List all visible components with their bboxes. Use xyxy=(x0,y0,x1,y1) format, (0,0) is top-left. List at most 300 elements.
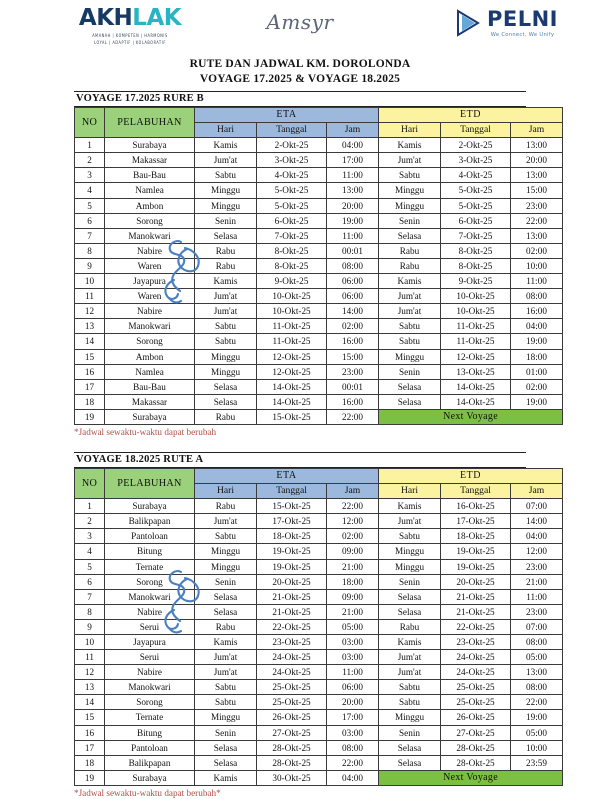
cell-etd-tanggal: 27-Okt-25 xyxy=(441,725,511,740)
cell-etd-hari: Selasa xyxy=(379,740,441,755)
cell-no: 9 xyxy=(75,619,105,634)
cell-etd-hari: Jum'at xyxy=(379,304,441,319)
cell-eta-hari: Minggu xyxy=(195,183,257,198)
cell-no: 1 xyxy=(75,499,105,514)
cell-eta-hari: Sabtu xyxy=(195,334,257,349)
cell-etd-jam: 05:00 xyxy=(511,650,563,665)
cell-no: 12 xyxy=(75,665,105,680)
cell-etd-jam: 13:00 xyxy=(511,665,563,680)
voyage-section-2 xyxy=(0,452,600,799)
cell-no: 1 xyxy=(75,138,105,153)
cell-etd-hari: Sabtu xyxy=(379,334,441,349)
cell-etd-hari: Rabu xyxy=(379,258,441,273)
cell-no: 4 xyxy=(75,544,105,559)
cell-eta-jam: 09:00 xyxy=(327,589,379,604)
column-header-eta-hari: Hari xyxy=(195,123,257,138)
cell-eta-hari: Kamis xyxy=(195,138,257,153)
cell-etd-tanggal: 14-Okt-25 xyxy=(441,379,511,394)
cell-etd-tanggal: 7-Okt-25 xyxy=(441,228,511,243)
akhlak-wordmark-part1: AKH xyxy=(78,5,133,31)
column-header-etd-jam: Jam xyxy=(511,484,563,499)
cell-pelabuhan: Pantoloan xyxy=(105,740,195,755)
cell-eta-jam: 23:00 xyxy=(327,364,379,379)
cell-eta-tanggal: 6-Okt-25 xyxy=(257,213,327,228)
cell-eta-hari: Minggu xyxy=(195,364,257,379)
cell-pelabuhan: Sorong xyxy=(105,334,195,349)
cell-eta-hari: Kamis xyxy=(195,770,257,785)
cell-etd-jam: 11:00 xyxy=(511,274,563,289)
cell-no: 14 xyxy=(75,334,105,349)
table-row xyxy=(75,183,563,198)
table-row xyxy=(75,409,563,424)
table-row xyxy=(75,499,563,514)
table-row xyxy=(75,604,563,619)
cell-eta-hari: Selasa xyxy=(195,755,257,770)
table-row xyxy=(75,394,563,409)
cell-eta-hari: Minggu xyxy=(195,559,257,574)
cell-eta-jam: 09:00 xyxy=(327,544,379,559)
cell-eta-hari: Jum'at xyxy=(195,153,257,168)
voyage-label-2: VOYAGE 18.2025 RUTE A xyxy=(74,452,526,468)
cell-etd-jam: 19:00 xyxy=(511,710,563,725)
schedule-note-2: *Jadwal sewaktu-waktu dapat berubah* xyxy=(74,787,221,798)
table-row xyxy=(75,740,563,755)
cell-pelabuhan: Pantoloan xyxy=(105,529,195,544)
cell-eta-hari: Jum'at xyxy=(195,514,257,529)
table-row xyxy=(75,153,563,168)
column-header-eta-tanggal: Tanggal xyxy=(257,123,327,138)
cell-etd-tanggal: 9-Okt-25 xyxy=(441,274,511,289)
pelni-triangle-icon xyxy=(456,8,482,38)
table-row xyxy=(75,589,563,604)
cell-etd-jam: 04:00 xyxy=(511,319,563,334)
table-row xyxy=(75,258,563,273)
cell-eta-tanggal: 30-Okt-25 xyxy=(257,770,327,785)
schedule-table-1 xyxy=(74,107,563,425)
page-title-line2: VOYAGE 17.2025 & VOYAGE 18.2025 xyxy=(199,72,401,85)
cell-etd-hari: Minggu xyxy=(379,183,441,198)
cell-etd-jam: 11:00 xyxy=(511,589,563,604)
table-row xyxy=(75,695,563,710)
cell-etd-tanggal: 28-Okt-25 xyxy=(441,755,511,770)
pelni-text-block xyxy=(486,6,558,38)
cell-eta-tanggal: 17-Okt-25 xyxy=(257,514,327,529)
cell-etd-tanggal: 10-Okt-25 xyxy=(441,289,511,304)
table-body-1 xyxy=(75,138,563,425)
table-row xyxy=(75,228,563,243)
cell-eta-jam: 22:00 xyxy=(327,409,379,424)
cell-eta-hari: Rabu xyxy=(195,409,257,424)
table-row xyxy=(75,665,563,680)
cell-eta-tanggal: 4-Okt-25 xyxy=(257,168,327,183)
cell-eta-tanggal: 20-Okt-25 xyxy=(257,574,327,589)
table-row xyxy=(75,274,563,289)
cell-eta-jam: 17:00 xyxy=(327,153,379,168)
cell-no: 7 xyxy=(75,228,105,243)
cell-eta-hari: Jum'at xyxy=(195,289,257,304)
cell-no: 18 xyxy=(75,394,105,409)
cell-etd-jam: 21:00 xyxy=(511,574,563,589)
cell-etd-jam: 05:00 xyxy=(511,725,563,740)
cell-no: 2 xyxy=(75,153,105,168)
column-header-no: NO xyxy=(75,108,105,138)
cell-eta-tanggal: 23-Okt-25 xyxy=(257,635,327,650)
cell-no: 13 xyxy=(75,319,105,334)
cell-etd-hari: Sabtu xyxy=(379,680,441,695)
cell-eta-jam: 11:00 xyxy=(327,168,379,183)
cell-eta-jam: 11:00 xyxy=(327,228,379,243)
cell-eta-jam: 21:00 xyxy=(327,604,379,619)
cell-etd-jam: 14:00 xyxy=(511,514,563,529)
page-title xyxy=(0,57,600,86)
cell-pelabuhan: Namlea xyxy=(105,364,195,379)
cell-etd-jam: 07:00 xyxy=(511,499,563,514)
cell-eta-jam: 17:00 xyxy=(327,710,379,725)
cell-eta-tanggal: 26-Okt-25 xyxy=(257,710,327,725)
cell-pelabuhan: Surabaya xyxy=(105,770,195,785)
cell-etd-jam: 13:00 xyxy=(511,138,563,153)
cell-pelabuhan: Bau-Bau xyxy=(105,168,195,183)
cell-etd-tanggal: 11-Okt-25 xyxy=(441,319,511,334)
amsyr-logo: Amsyr xyxy=(266,10,334,34)
pelni-wordmark: PELNI xyxy=(486,6,558,31)
cell-eta-tanggal: 12-Okt-25 xyxy=(257,364,327,379)
cell-eta-tanggal: 15-Okt-25 xyxy=(257,409,327,424)
cell-eta-tanggal: 27-Okt-25 xyxy=(257,725,327,740)
cell-pelabuhan: Sorong xyxy=(105,574,195,589)
cell-no: 12 xyxy=(75,304,105,319)
cell-no: 8 xyxy=(75,243,105,258)
cell-eta-hari: Selasa xyxy=(195,589,257,604)
cell-eta-jam: 03:00 xyxy=(327,635,379,650)
cell-no: 3 xyxy=(75,168,105,183)
cell-eta-jam: 03:00 xyxy=(327,650,379,665)
cell-pelabuhan: Jayapura xyxy=(105,274,195,289)
cell-eta-jam: 00:01 xyxy=(327,243,379,258)
akhlak-tagline-line2: LOYAL | ADAPTIF | KOLABORATIF xyxy=(94,40,166,46)
cell-eta-hari: Minggu xyxy=(195,198,257,213)
cell-eta-jam: 08:00 xyxy=(327,740,379,755)
cell-eta-hari: Minggu xyxy=(195,544,257,559)
cell-etd-hari: Jum'at xyxy=(379,650,441,665)
cell-etd-hari: Minggu xyxy=(379,544,441,559)
cell-etd-hari: Kamis xyxy=(379,138,441,153)
cell-no: 6 xyxy=(75,213,105,228)
cell-etd-hari: Minggu xyxy=(379,710,441,725)
cell-eta-jam: 20:00 xyxy=(327,695,379,710)
table-header-row-top xyxy=(75,108,563,123)
cell-etd-hari: Selasa xyxy=(379,604,441,619)
cell-pelabuhan: Manokwari xyxy=(105,228,195,243)
cell-no: 19 xyxy=(75,770,105,785)
table-row xyxy=(75,755,563,770)
cell-etd-tanggal: 8-Okt-25 xyxy=(441,243,511,258)
table-row xyxy=(75,243,563,258)
cell-pelabuhan: Bau-Bau xyxy=(105,379,195,394)
cell-eta-hari: Selasa xyxy=(195,604,257,619)
cell-etd-tanggal: 24-Okt-25 xyxy=(441,650,511,665)
cell-no: 9 xyxy=(75,258,105,273)
cell-no: 8 xyxy=(75,604,105,619)
table-row xyxy=(75,770,563,785)
cell-etd-tanggal: 14-Okt-25 xyxy=(441,394,511,409)
table-row xyxy=(75,138,563,153)
cell-eta-hari: Senin xyxy=(195,725,257,740)
cell-etd-tanggal: 22-Okt-25 xyxy=(441,619,511,634)
schedule-note-1: *Jadwal sewaktu-waktu dapat berubah xyxy=(74,426,217,437)
cell-etd-jam: 18:00 xyxy=(511,349,563,364)
cell-pelabuhan: Namlea xyxy=(105,183,195,198)
cell-eta-tanggal: 11-Okt-25 xyxy=(257,334,327,349)
cell-etd-tanggal: 8-Okt-25 xyxy=(441,258,511,273)
column-header-eta-jam: Jam xyxy=(327,484,379,499)
table-row xyxy=(75,725,563,740)
cell-eta-tanggal: 19-Okt-25 xyxy=(257,544,327,559)
cell-no: 4 xyxy=(75,183,105,198)
page-title-line1: RUTE DAN JADWAL KM. DOROLONDA xyxy=(189,58,411,70)
cell-no: 5 xyxy=(75,198,105,213)
cell-etd-hari: Jum'at xyxy=(379,514,441,529)
table-row xyxy=(75,289,563,304)
cell-etd-hari: Sabtu xyxy=(379,319,441,334)
cell-etd-tanggal: 5-Okt-25 xyxy=(441,183,511,198)
cell-pelabuhan: Jayapura xyxy=(105,635,195,650)
cell-etd-tanggal: 21-Okt-25 xyxy=(441,589,511,604)
cell-eta-jam: 22:00 xyxy=(327,499,379,514)
cell-eta-hari: Sabtu xyxy=(195,529,257,544)
cell-etd-hari: Minggu xyxy=(379,198,441,213)
column-header-etd-hari: Hari xyxy=(379,484,441,499)
logo-header-bar xyxy=(0,0,600,52)
column-header-etd-tanggal: Tanggal xyxy=(441,123,511,138)
cell-pelabuhan: Nabire xyxy=(105,665,195,680)
table-row xyxy=(75,304,563,319)
cell-eta-tanggal: 12-Okt-25 xyxy=(257,349,327,364)
cell-etd-hari: Rabu xyxy=(379,619,441,634)
cell-pelabuhan: Surabaya xyxy=(105,138,195,153)
cell-pelabuhan: Bitung xyxy=(105,725,195,740)
cell-etd-tanggal: 5-Okt-25 xyxy=(441,198,511,213)
schedule-table-2 xyxy=(74,468,563,786)
cell-no: 10 xyxy=(75,274,105,289)
cell-eta-tanggal: 2-Okt-25 xyxy=(257,138,327,153)
cell-eta-tanggal: 24-Okt-25 xyxy=(257,650,327,665)
cell-pelabuhan: Nabire xyxy=(105,304,195,319)
cell-eta-tanggal: 5-Okt-25 xyxy=(257,183,327,198)
voyage-label-1: VOYAGE 17.2025 RURE B xyxy=(74,91,526,107)
next-voyage-cell: Next Voyage xyxy=(379,409,563,424)
cell-etd-jam: 02:00 xyxy=(511,379,563,394)
cell-eta-jam: 05:00 xyxy=(327,619,379,634)
cell-etd-tanggal: 12-Okt-25 xyxy=(441,349,511,364)
cell-etd-tanggal: 6-Okt-25 xyxy=(441,213,511,228)
cell-eta-jam: 18:00 xyxy=(327,574,379,589)
voyage-section-1 xyxy=(0,91,600,438)
cell-eta-jam: 20:00 xyxy=(327,198,379,213)
cell-etd-jam: 19:00 xyxy=(511,334,563,349)
column-header-eta-tanggal: Tanggal xyxy=(257,484,327,499)
cell-etd-jam: 10:00 xyxy=(511,258,563,273)
cell-eta-tanggal: 24-Okt-25 xyxy=(257,665,327,680)
cell-etd-hari: Senin xyxy=(379,574,441,589)
cell-no: 17 xyxy=(75,379,105,394)
cell-no: 11 xyxy=(75,289,105,304)
cell-no: 13 xyxy=(75,680,105,695)
table-row xyxy=(75,559,563,574)
cell-eta-tanggal: 18-Okt-25 xyxy=(257,529,327,544)
cell-eta-tanggal: 11-Okt-25 xyxy=(257,319,327,334)
table-row xyxy=(75,379,563,394)
column-header-etd: ETD xyxy=(379,468,563,483)
cell-eta-tanggal: 5-Okt-25 xyxy=(257,198,327,213)
cell-eta-tanggal: 10-Okt-25 xyxy=(257,289,327,304)
cell-eta-jam: 00:01 xyxy=(327,379,379,394)
cell-eta-tanggal: 28-Okt-25 xyxy=(257,755,327,770)
cell-etd-tanggal: 11-Okt-25 xyxy=(441,334,511,349)
cell-pelabuhan: Waren xyxy=(105,289,195,304)
column-header-eta-jam: Jam xyxy=(327,123,379,138)
cell-etd-hari: Sabtu xyxy=(379,695,441,710)
cell-eta-hari: Rabu xyxy=(195,619,257,634)
cell-etd-jam: 13:00 xyxy=(511,168,563,183)
table-row xyxy=(75,213,563,228)
cell-etd-hari: Selasa xyxy=(379,755,441,770)
cell-eta-jam: 03:00 xyxy=(327,725,379,740)
cell-eta-jam: 13:00 xyxy=(327,183,379,198)
cell-eta-jam: 12:00 xyxy=(327,514,379,529)
cell-eta-hari: Jum'at xyxy=(195,665,257,680)
cell-no: 10 xyxy=(75,635,105,650)
table-header-2 xyxy=(75,468,563,498)
cell-pelabuhan: Makassar xyxy=(105,153,195,168)
cell-no: 3 xyxy=(75,529,105,544)
cell-no: 6 xyxy=(75,574,105,589)
cell-etd-hari: Selasa xyxy=(379,228,441,243)
cell-eta-hari: Rabu xyxy=(195,243,257,258)
cell-eta-jam: 21:00 xyxy=(327,559,379,574)
pelni-tagline: We Connect, We Unify xyxy=(490,31,555,38)
cell-eta-hari: Senin xyxy=(195,213,257,228)
cell-eta-tanggal: 25-Okt-25 xyxy=(257,680,327,695)
cell-no: 16 xyxy=(75,725,105,740)
cell-etd-jam: 19:00 xyxy=(511,394,563,409)
cell-eta-hari: Sabtu xyxy=(195,695,257,710)
cell-pelabuhan: Balikpapan xyxy=(105,514,195,529)
cell-eta-hari: Rabu xyxy=(195,499,257,514)
cell-no: 15 xyxy=(75,710,105,725)
akhlak-wordmark-part2: LAK xyxy=(132,5,182,31)
cell-pelabuhan: Ambon xyxy=(105,198,195,213)
cell-pelabuhan: Sorong xyxy=(105,213,195,228)
cell-etd-hari: Jum'at xyxy=(379,665,441,680)
cell-pelabuhan: Sorong xyxy=(105,695,195,710)
column-header-eta-hari: Hari xyxy=(195,484,257,499)
pelni-logo xyxy=(456,8,558,38)
cell-etd-hari: Senin xyxy=(379,364,441,379)
cell-etd-jam: 23:59 xyxy=(511,755,563,770)
table-header-row-top xyxy=(75,468,563,483)
cell-etd-jam: 01:00 xyxy=(511,364,563,379)
cell-no: 2 xyxy=(75,514,105,529)
cell-eta-hari: Sabtu xyxy=(195,680,257,695)
cell-no: 17 xyxy=(75,740,105,755)
cell-etd-hari: Sabtu xyxy=(379,168,441,183)
cell-etd-jam: 23:00 xyxy=(511,198,563,213)
cell-etd-jam: 10:00 xyxy=(511,740,563,755)
cell-eta-hari: Jum'at xyxy=(195,304,257,319)
cell-pelabuhan: Manokwari xyxy=(105,680,195,695)
cell-no: 18 xyxy=(75,755,105,770)
cell-eta-hari: Selasa xyxy=(195,740,257,755)
cell-etd-tanggal: 13-Okt-25 xyxy=(441,364,511,379)
table-row xyxy=(75,544,563,559)
cell-pelabuhan: Balikpapan xyxy=(105,755,195,770)
cell-no: 16 xyxy=(75,364,105,379)
cell-etd-hari: Kamis xyxy=(379,499,441,514)
cell-etd-hari: Selasa xyxy=(379,589,441,604)
cell-pelabuhan: Waren xyxy=(105,258,195,273)
cell-eta-jam: 15:00 xyxy=(327,349,379,364)
cell-pelabuhan: Manokwari xyxy=(105,319,195,334)
cell-eta-tanggal: 3-Okt-25 xyxy=(257,153,327,168)
cell-etd-hari: Selasa xyxy=(379,394,441,409)
table-header-1 xyxy=(75,108,563,138)
cell-pelabuhan: Nabire xyxy=(105,604,195,619)
table-row xyxy=(75,334,563,349)
cell-eta-hari: Selasa xyxy=(195,228,257,243)
cell-etd-jam: 08:00 xyxy=(511,680,563,695)
cell-etd-tanggal: 25-Okt-25 xyxy=(441,695,511,710)
cell-etd-tanggal: 26-Okt-25 xyxy=(441,710,511,725)
cell-etd-tanggal: 21-Okt-25 xyxy=(441,604,511,619)
cell-eta-jam: 06:00 xyxy=(327,680,379,695)
column-header-pelabuhan: PELABUHAN xyxy=(105,108,195,138)
cell-etd-hari: Senin xyxy=(379,213,441,228)
cell-eta-tanggal: 25-Okt-25 xyxy=(257,695,327,710)
cell-no: 14 xyxy=(75,695,105,710)
cell-pelabuhan: Serui xyxy=(105,619,195,634)
cell-etd-jam: 08:00 xyxy=(511,635,563,650)
cell-etd-jam: 16:00 xyxy=(511,304,563,319)
cell-eta-hari: Kamis xyxy=(195,274,257,289)
cell-etd-tanggal: 17-Okt-25 xyxy=(441,514,511,529)
table-row xyxy=(75,319,563,334)
cell-etd-hari: Minggu xyxy=(379,559,441,574)
cell-etd-tanggal: 28-Okt-25 xyxy=(441,740,511,755)
cell-etd-jam: 20:00 xyxy=(511,153,563,168)
cell-eta-jam: 14:00 xyxy=(327,304,379,319)
cell-eta-jam: 22:00 xyxy=(327,755,379,770)
cell-etd-hari: Minggu xyxy=(379,349,441,364)
column-header-eta: ETA xyxy=(195,108,379,123)
cell-etd-hari: Kamis xyxy=(379,274,441,289)
cell-eta-jam: 11:00 xyxy=(327,665,379,680)
cell-etd-jam: 22:00 xyxy=(511,213,563,228)
cell-eta-jam: 16:00 xyxy=(327,334,379,349)
cell-eta-hari: Minggu xyxy=(195,710,257,725)
akhlak-tagline-line1: AMANAH | KOMPETEN | HARMONIS xyxy=(92,33,168,39)
cell-no: 15 xyxy=(75,349,105,364)
cell-no: 19 xyxy=(75,409,105,424)
table-row xyxy=(75,680,563,695)
table-row xyxy=(75,349,563,364)
cell-eta-tanggal: 14-Okt-25 xyxy=(257,379,327,394)
table-row xyxy=(75,514,563,529)
table-body-2 xyxy=(75,499,563,786)
cell-pelabuhan: Nabire xyxy=(105,243,195,258)
table-row xyxy=(75,635,563,650)
cell-eta-tanggal: 14-Okt-25 xyxy=(257,394,327,409)
